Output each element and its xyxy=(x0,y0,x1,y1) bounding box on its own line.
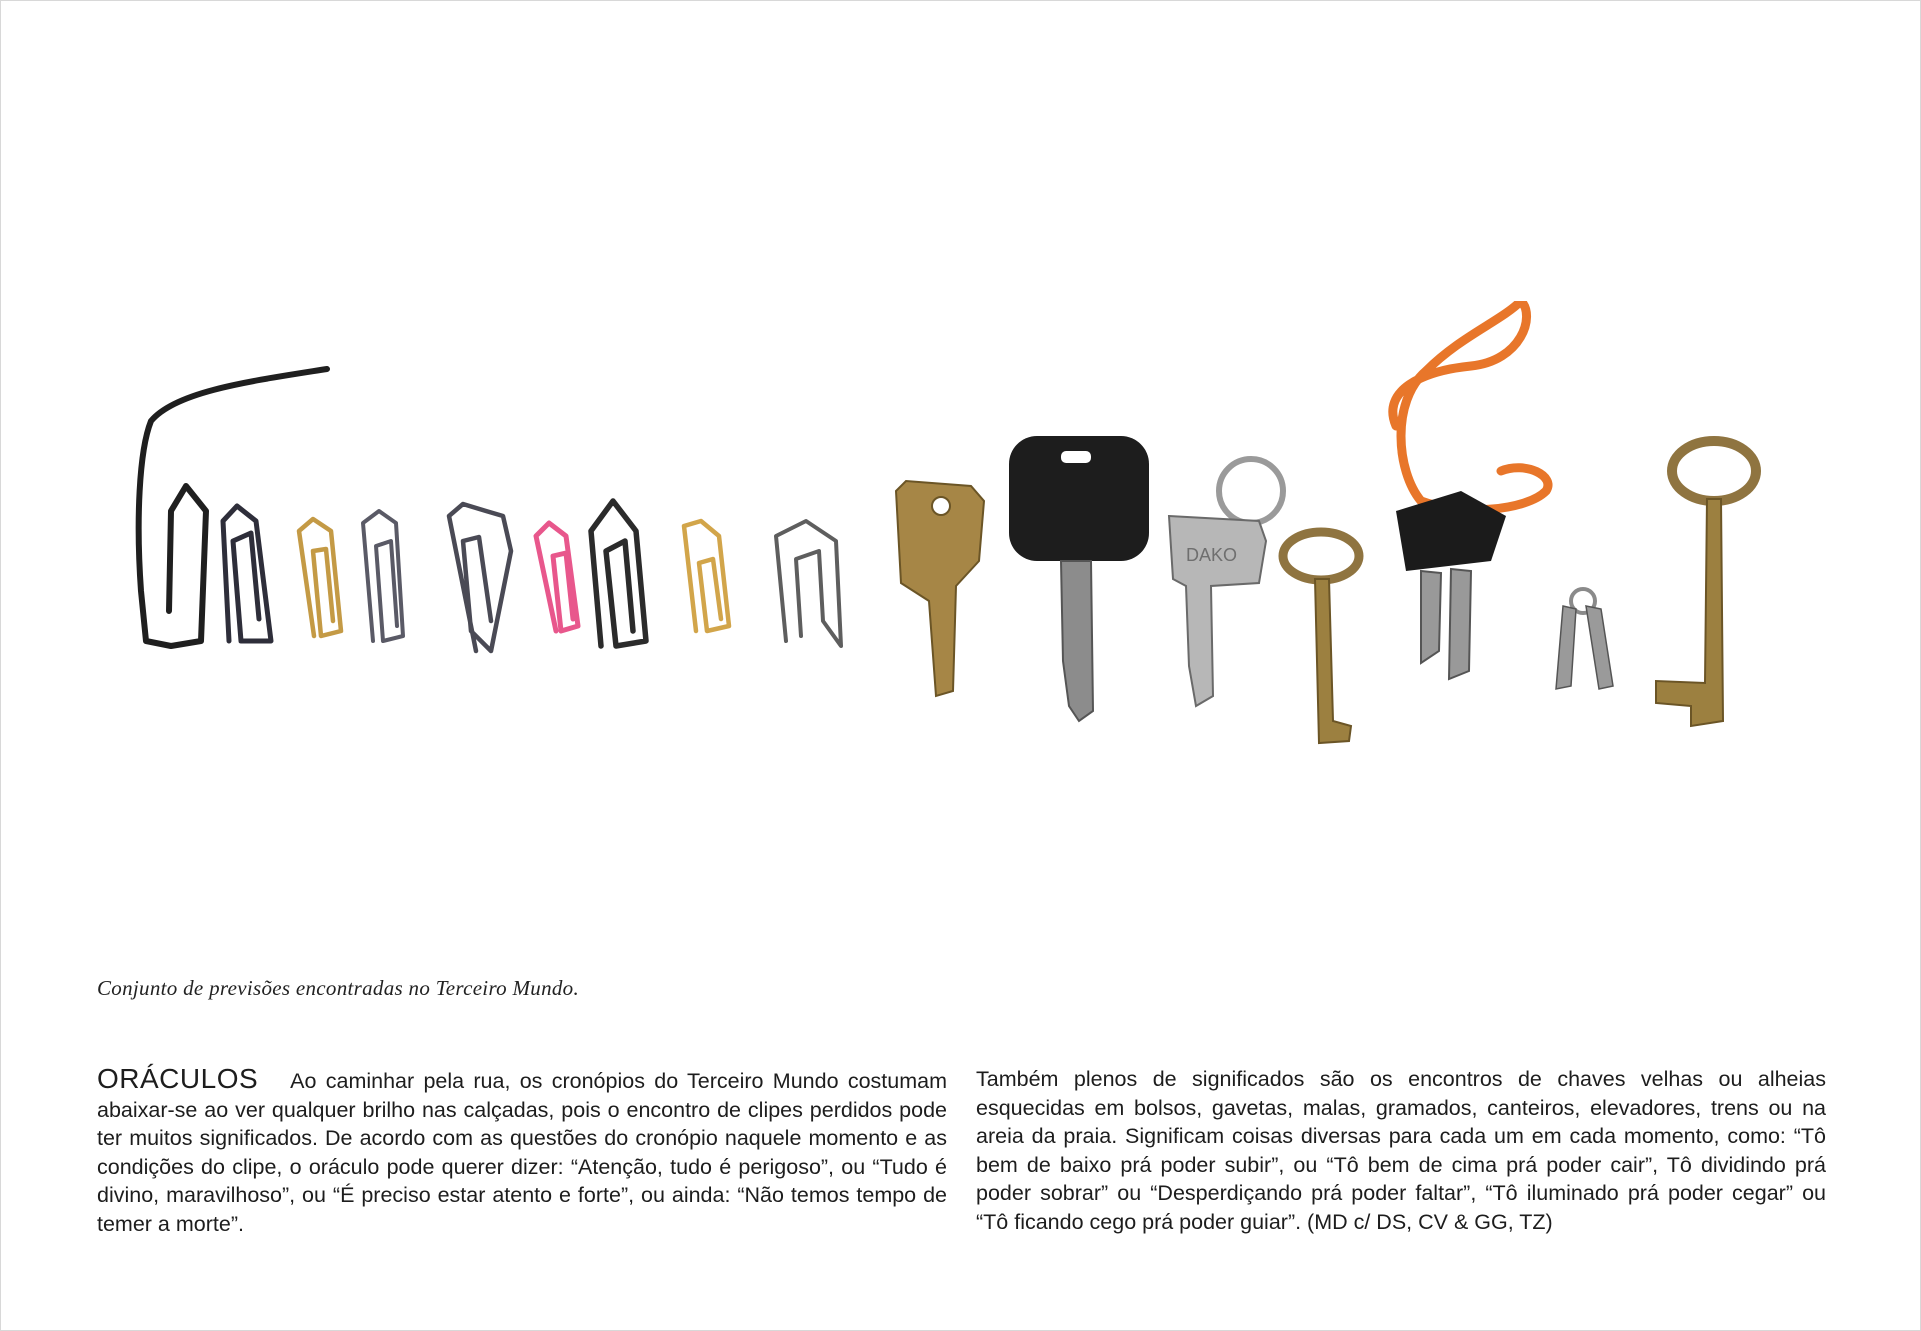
article-column-right xyxy=(976,1065,1826,1236)
paper-clip-silver-2 xyxy=(776,521,841,646)
article-paragraph-right: Também plenos de significados são os encontros de chaves velhas ou alheias esquecidas em bolsos, gavetas, malas, gramados, canteiros, elevadores, trens ou na areia da praia. Significam coisas diversas para cada um em cada momento, como: “Tô bem de baixo prá poder subir”, ou “Tô bem de cima prá poder cair”, Tô dividindo prá poder sobrar” ou “Desperdiçando prá poder faltar”, “Tô iluminado prá poder cegar” ou “Tô ficando cego prá poder guiar”. (MD c/ DS, CV & GG, TZ) xyxy=(976,1067,1826,1234)
key-black-rubber-head xyxy=(1009,436,1149,721)
article-paragraph-left: Ao caminhar pela rua, os cronópios do Terceiro Mundo costumam abaixar-se ao ver qualquer brilho nas calçadas, pois o encontro de clipes perdidos pode ter muitos significados. De acordo com as questões do cronópio naquele momento e as condições do clipe, o oráculo pode querer dizer: “Atenção, tudo é perigoso”, ou “Tudo é divino, maravilhoso”, ou “É preciso estar atento e forte”, ou ainda: “Não temos tempo de temer a morte”. xyxy=(97,1069,947,1236)
paper-clip-gold-1 xyxy=(299,519,341,636)
clips-and-keys-photo xyxy=(1,301,1921,761)
key-bronze-skeleton xyxy=(1283,532,1359,743)
key-brand-logo: DAKO xyxy=(1186,545,1238,565)
paper-clip-gold-2 xyxy=(684,521,729,631)
key-black-pair-with-rope xyxy=(1393,301,1548,679)
key-brass-flat xyxy=(896,481,984,696)
key-silver-dako xyxy=(1169,459,1283,706)
article-column-left xyxy=(97,1065,947,1238)
keys xyxy=(896,301,1756,743)
paper-clips xyxy=(139,369,841,651)
paper-clip-large-gray xyxy=(449,504,511,651)
paper-clip-black-double xyxy=(223,506,271,641)
key-tiny-pair xyxy=(1556,589,1613,689)
article-heading: ORÁCULOS xyxy=(97,1063,259,1094)
paper-clip-pink xyxy=(536,523,578,631)
paper-clip-dark xyxy=(591,501,646,646)
paper-clip-silver-1 xyxy=(363,511,403,641)
key-long-skeleton xyxy=(1656,441,1756,726)
photo-caption: Conjunto de previsões encontradas no Terceiro Mundo. xyxy=(97,976,580,1000)
